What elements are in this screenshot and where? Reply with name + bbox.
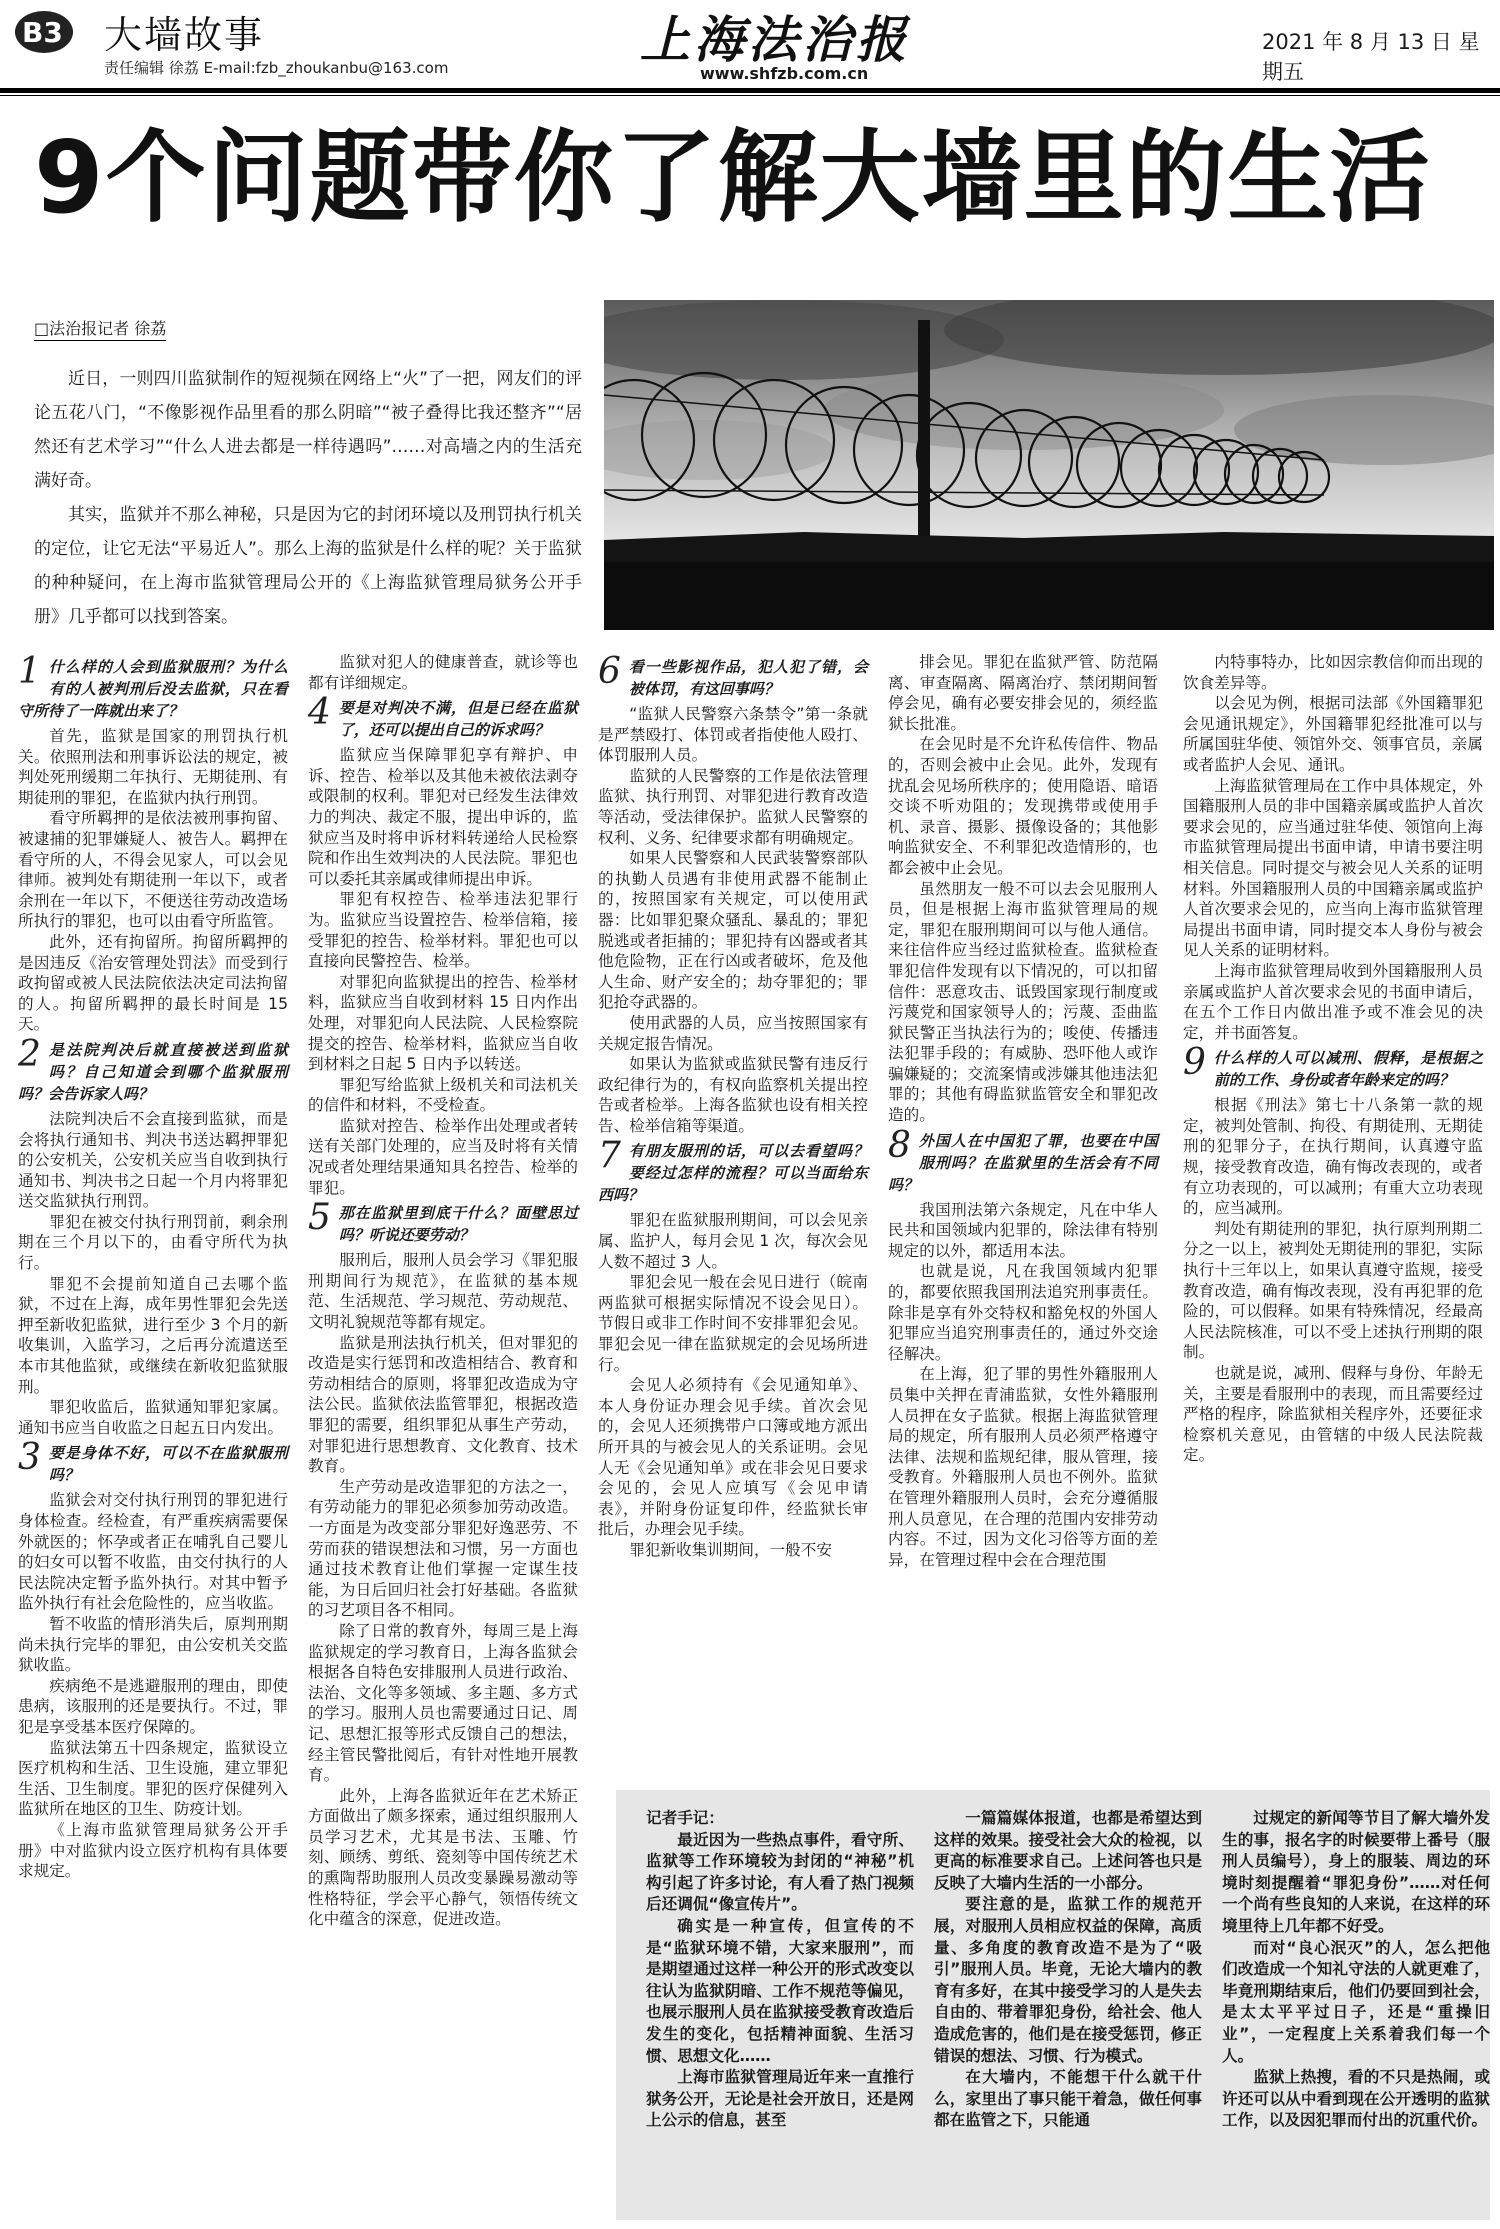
body-paragraph: 使用武器的人员，应当按照国家有关规定报告情况。 <box>598 1013 868 1053</box>
reporter-note-label: 记者手记： <box>646 1809 724 1827</box>
question-number: 4 <box>308 692 331 734</box>
note-paragraph: 上海市监狱管理局近年来一直推行狱务公开，无论是社会开放日，还是网上公示的信息，甚至 <box>646 2068 914 2130</box>
body-paragraph: 上海监狱管理局在工作中具体规定，外国籍服刑人员的非中国籍亲属或监护人首次要求会见的，应当通过驻华使、领馆向上海市监狱管理局提出书面申请，申请书要注明相关信息。同时提交与被会见人关系的证明材料。外国籍服刑人员的中国籍亲属或监护人首次要求会见的，应当向上海市监狱管理局提出书面申请，同时提交本人身份与被会见人关系的证明材料。 <box>1183 776 1483 960</box>
body-paragraph: 监狱对控告、检举作出处理或者转送有关部门处理的，应当及时将有关情况或者处理结果通知具名控告、检举的罪犯。 <box>308 1116 578 1197</box>
body-paragraph: 此外，还有拘留所。拘留所羁押的是因违反《治安管理处罚法》而受到行政拘留或被人民法院依法决定司法拘留的人。拘留所羁押的最长时间是 15 天。 <box>18 932 288 1034</box>
body-paragraph: 罪犯不会提前知道自己去哪个监狱，不过在上海，成年男性罪犯会先送押至新收犯监狱，进行至少 3 个月的新收集训，入监学习，之后再分流遣送至本市其他监狱，或继续在新收犯监狱服刑。 <box>18 1274 288 1396</box>
question-text: 那在监狱里到底干什么？面壁思过吗？听说还要劳动？ <box>338 1204 578 1245</box>
body-paragraph: 判处有期徒刑的罪犯，执行原判刑期二分之一以上，被判处无期徒刑的罪犯，实际执行十三年以上，如果认真遵守监规，接受教育改造，确有悔改表现，没有再犯罪的危险的，可以假释。如果有特殊情况，经最高人民法院核准，可以不受上述执行刑期的限制。 <box>1183 1219 1483 1362</box>
question-number: 7 <box>598 1135 621 1177</box>
barbed-wire-photo <box>604 300 1494 630</box>
question-text: 看一些影视作品，犯人犯了错，会被体罚，有这回事吗？ <box>628 658 868 698</box>
body-paragraph: 监狱的人民警察的工作是依法管理监狱、执行刑罚、对罪犯进行教育改造等活动，受法律保护。监狱人民警察的权利、义务、纪律要求都有明确规定。 <box>598 766 868 847</box>
article-column-3 <box>598 652 868 1561</box>
body-paragraph: 疾病绝不是逃避服刑的理由，即使患病，该服刑的还是要执行。不过，罪犯是享受基本医疗保障的。 <box>18 1676 288 1736</box>
issue-date: 2021 年 8 月 13 日 星期五 <box>1262 30 1480 84</box>
body-paragraph: 在会见时是不允许私传信件、物品的，否则会被中止会见。此外，发现有扰乱会见场所秩序的；使用隐语、暗语交谈不听劝阻的；发现携带或使用手机、录音、摄影、摄像设备的；其他影响监狱安全、不利罪犯改造情形的，也都会被中止会见。 <box>888 735 1158 877</box>
reporter-note-column-3 <box>1222 1808 1490 2132</box>
article-column-5 <box>1183 652 1483 1466</box>
note-paragraph: 最近因为一些热点事件，看守所、监狱等工作环境较为封闭的“神秘”机构引起了许多讨论，有人看了热门视频后还调侃“像宣传片”。 <box>646 1830 914 1914</box>
body-paragraph: 罪犯在监狱服刑期间，可以会见亲属、监护人，每月会见 1 次，每次会见人数不超过 3 人。 <box>598 1211 868 1271</box>
question-text: 有朋友服刑的话，可以去看望吗？要经过怎样的流程？可以当面给东西吗？ <box>598 1142 868 1205</box>
note-paragraph: 确实是一种宣传，但宣传的不是“监狱环境不错，大家来服刑”，而是期望通过这样一种公开的形式改变以往认为监狱阴暗、工作不规范等偏见，也展示服刑人员在监狱接受教育改造后发生的变化，包括精神面貌、生活习惯、思想文化…… <box>646 1916 914 2065</box>
question-number: 8 <box>888 1124 911 1166</box>
body-paragraph: 罪犯会见一般在会见日进行（皖南两监狱可根据实际情况不设会见日）。节假日或非工作时间不安排罪犯会见。罪犯会见一律在监狱规定的会见场所进行。 <box>598 1273 868 1374</box>
body-paragraph: 根据《刑法》第七十八条第一款的规定，被判处管制、拘役、有期徒刑、无期徒刑的犯罪分子，在执行期间，认真遵守监规，接受教育改造，确有悔改表现的，或者有立功表现的，可以减刑；有重大立功表现的，应当减刑。 <box>1183 1096 1483 1218</box>
body-paragraph: 监狱法第五十四条规定，监狱设立医疗机构和生活、卫生设施，建立罪犯生活、卫生制度。罪犯的医疗保健列入监狱所在地区的卫生、防疫计划。 <box>18 1738 288 1819</box>
body-paragraph: 法院判决后不会直接到监狱，而是会将执行通知书、判决书送达羁押罪犯的公安机关，公安机关应当自收到执行通知书、判决书之日起一个月内将罪犯送交监狱执行刑罚。 <box>18 1109 288 1211</box>
body-paragraph: 罪犯收监后，监狱通知罪犯家属。通知书应当自收监之日起五日内发出。 <box>18 1398 288 1437</box>
note-paragraph: 监狱上热搜，看的不只是热闹，或许还可以从中看到现在公开透明的监狱工作，以及因犯罪而付出的沉重代价。 <box>1222 2068 1490 2130</box>
question-heading <box>598 1135 868 1206</box>
body-paragraph: 《上海市监狱管理局狱务公开手册》中对监狱内设立医疗机构有具体要求规定。 <box>18 1820 288 1881</box>
question-number: 6 <box>598 651 621 692</box>
reporter-note-column-2 <box>934 1808 1202 2132</box>
body-paragraph: 会见人必须持有《会见通知单》、本人身份证办理会见手续。首次会见的，会见人还须携带户口簿或地方派出所开具的与被会见人的关系证明。会见人无《会见通知单》或在非会见日要求会见的，会见人应填写《会见申请表》，并附身份证复印件，经监狱长审批后，办理会见手续。 <box>598 1376 868 1539</box>
article-column-1 <box>18 652 288 1882</box>
section-badge <box>14 8 76 54</box>
site-url: www.shfzb.com.cn <box>700 64 869 83</box>
question-heading <box>308 692 578 741</box>
question-number: 2 <box>18 1033 41 1075</box>
body-paragraph: 监狱应当保障罪犯享有辩护、申诉、控告、检举以及其他未被依法剥夺或限制的权利。罪犯对已经发生法律效力的判决、裁定不服，提出申诉的，监狱应当及时将申诉材料转递给人民检察院和作出生效判决的人民法院。罪犯也可以委托其亲属或律师提出申诉。 <box>308 746 578 888</box>
body-paragraph: 上海市监狱管理局收到外国籍服刑人员亲属或监护人首次要求会见的书面申请后，在五个工作日内做出准予或不准会见的决定，并书面答复。 <box>1183 961 1483 1042</box>
note-paragraph: 要注意的是，监狱工作的规范开展，对服刑人员相应权益的保障，高质量、多角度的教育改造不是为了“吸引”服刑人员。毕竟，无论大墙内的教育有多好，在其中接受学习的人是失去自由的、带着罪犯身份，给社会、他人造成危害的，他们是在接受惩罚，修正错误的想法、习惯、行为模式。 <box>934 1895 1202 2065</box>
reporter-note-column-1 <box>646 1808 914 2132</box>
body-paragraph: 监狱对犯人的健康普查，就诊等也都有详细规定。 <box>308 653 578 692</box>
body-paragraph: 此外，上海各监狱近年在艺术矫正方面做出了颇多探索，通过组织服刑人员学习艺术，尤其是书法、玉雕、竹刻、顾绣、剪纸、瓷刻等中国传统艺术的熏陶帮助服刑人员改变暴躁易激动等性格特征，学会平心静气，领悟传统文化中蕴含的深意，促进改造。 <box>308 1786 578 1929</box>
editor-line: 责任编辑 徐荔 E-mail:fzb_zhoukanbu@163.com <box>104 59 449 77</box>
note-paragraph: 过规定的新闻等节目了解大墙外发生的事，报名字的时候要带上番号（服刑人员编号），身上的服装、周边的环境时刻提醒着“罪犯身份”……对任何一个尚有些良知的人来说，在这样的环境里待上几年都不好受。 <box>1222 1809 1490 1935</box>
section-title: 大墙故事 <box>104 13 265 57</box>
body-paragraph: 暂不收监的情形消失后，原判刑期尚未执行完毕的罪犯，由公安机关交监狱收监。 <box>18 1614 288 1675</box>
header-rule-thin <box>0 95 1500 96</box>
body-paragraph: 内特事特办，比如因宗教信仰而出现的饮食差异等。 <box>1183 653 1483 692</box>
question-heading <box>598 651 868 700</box>
headline: 9个问题带你了解大墙里的生活 <box>34 119 1432 236</box>
body-paragraph: 如果人民警察和人民武装警察部队的执勤人员遇有非使用武器不能制止的，按照国家有关规定，可以使用武器：比如罪犯聚众骚乱、暴乱的；罪犯脱逃或者拒捕的；罪犯持有凶器或者其他危险物，正在行凶或者破坏，危及他人生命、财产安全的；劫夺罪犯的；罪犯抢夺武器的。 <box>598 849 868 1012</box>
body-paragraph: 也就是说，减刑、假释与身份、年龄无关，主要是看服刑中的表现，而且需要经过严格的程序，除监狱相关程序外，还要征求检察机关意见，由管辖的中级人民法院裁定。 <box>1183 1364 1483 1465</box>
question-heading <box>308 1197 578 1246</box>
article-column-2 <box>308 652 578 1930</box>
section-badge-text: B3 <box>22 16 63 49</box>
note-paragraph: 一篇篇媒体报道，也都是希望达到这样的效果。接受社会大众的检视，以更高的标准要求自己。上述问答也只是反映了大墙内生活的一小部分。 <box>934 1809 1202 1892</box>
body-paragraph: 在上海，犯了罪的男性外籍服刑人员集中关押在青浦监狱，女性外籍服刑人员押在女子监狱。根据上海监狱管理局的规定，所有服刑人员必须严格遵守法律、法规和监规纪律，服从管理，接受教育。外籍服刑人员也不例外。监狱在管理外籍服刑人员时，会充分遵循服刑人员意见，在合理的范围内安排劳动内容。不过，因为文化习俗等方面的差异，在管理过程中会在合理范围 <box>888 1365 1158 1569</box>
question-text: 要是对判决不满，但是已经在监狱了，还可以提出自己的诉求吗？ <box>338 699 578 740</box>
body-paragraph: 虽然朋友一般不可以去会见服刑人员，但是根据上海市监狱管理局的规定，罪犯在服刑期间可以与他人通信。来往信件应当经过监狱检查。监狱检查罪犯信件发现有以下情况的，可以扣留信件：恶意攻击、诋毁国家现行制度或污蔑党和国家领导人的；污蔑、歪曲监狱民警正当执法行为的；唆使、传播违法犯罪手段的；有威胁、恐吓他人或诈骗嫌疑的；交流案情或涉嫌其他违法犯罪的；其他有碍监狱监管安全和罪犯改造的。 <box>888 879 1158 1125</box>
note-paragraph: 在大墙内，不能想干什么就干什么，家里出了事只能干着急，做任何事都在监管之下，只能通 <box>934 2068 1202 2130</box>
body-paragraph: 如果认为监狱或监狱民警有违反行政纪律行为的，有权向监察机关提出控告或者检举。上海各监狱也设有相关控告、检举信箱等渠道。 <box>598 1055 868 1135</box>
body-paragraph: 生产劳动是改造罪犯的方法之一，有劳动能力的罪犯必须参加劳动改造。一方面是为改变部分罪犯好逸恶劳、不劳而获的错误想法和习惯，另一方面也通过技术教育让他们掌握一定谋生技能，为日后回归社会打好基础。各监狱的习艺项目各不相同。 <box>308 1477 578 1620</box>
body-paragraph: 首先，监狱是国家的刑罚执行机关。依照刑法和刑事诉讼法的规定，被判处死刑缓期二年执行、无期徒刑、有期徒刑的罪犯，在监狱内执行刑罚。 <box>18 727 288 807</box>
question-text: 什么样的人会到监狱服刑？为什么有的人被判刑后没去监狱，只在看守所待了一阵就出来了？ <box>18 658 288 720</box>
question-heading <box>888 1124 1158 1196</box>
body-paragraph: 对罪犯向监狱提出的控告、检举材料，监狱应当自收到材料 15 日内作出处理，对罪犯向人民法院、人民检察院提交的控告、检举材料，监狱应当自收到材料之日起 5 日内予以转送。 <box>308 972 578 1074</box>
header-rule <box>0 88 1500 93</box>
article-column-4 <box>888 652 1158 1570</box>
body-paragraph: 除了日常的教育外，每周三是上海监狱规定的学习教育日，上海各监狱会根据各自特色安排服刑人员进行政治、法治、文化等多领域、多主题、多方式的学习。服刑人员也需要通过日记、周记、思想汇报等形式反馈自己的想法，经主管民警批阅后，有针对性地开展教育。 <box>308 1621 578 1785</box>
question-number: 1 <box>18 651 41 692</box>
question-heading <box>18 1033 288 1105</box>
question-text: 是法院判决后就直接被送到监狱吗？自己知道会到哪个监狱服刑吗？会告诉家人吗？ <box>18 1040 288 1103</box>
body-paragraph: 以会见为例，根据司法部《外国籍罪犯会见通讯规定》，外国籍罪犯经批准可以与所属国驻华使、领馆外交、领事官员，亲属或者监护人会见、通讯。 <box>1183 694 1483 774</box>
body-paragraph: 也就是说，凡在我国领域内犯罪的，都要依照我国刑法追究刑事责任。除非是享有外交特权和豁免权的外国人犯罪应当追究刑事责任的，通过外交途径解决。 <box>888 1262 1158 1363</box>
body-paragraph: 看守所羁押的是依法被刑事拘留、被逮捕的犯罪嫌疑人、被告人。羁押在看守所的人，不得会见家人，可以会见律师。被判处有期徒刑一年以下，或者余刑在一年以下，不便送往劳动改造场所执行的罪犯，也可以由看守所监管。 <box>18 809 288 931</box>
body-paragraph: 监狱是刑法执行机关，但对罪犯的改造是实行惩罚和改造相结合、教育和劳动相结合的原则，将罪犯改造成为守法公民。监狱依法监管罪犯，根据改造罪犯的需要，组织罪犯从事生产劳动，对罪犯进行思想教育、文化教育、技术教育。 <box>308 1333 578 1476</box>
lede-paragraph: 其实，监狱并不那么神秘，只是因为它的封闭环境以及刑罚执行机关的定位，让它无法“平易近人”。那么上海的监狱是什么样的呢？关于监狱的种种疑问，在上海市监狱管理局公开的《上海监狱管理局狱务公开手册》几乎都可以找到答案。 <box>34 505 582 627</box>
question-text: 外国人在中国犯了罪，也要在中国服刑吗？在监狱里的生活会有不同吗？ <box>888 1131 1158 1194</box>
lede <box>34 362 582 634</box>
body-paragraph: 排会见。罪犯在监狱严管、防范隔离、审查隔离、隔离治疗、禁闭期间暂停会见，确有必要安排会见的，须经监狱长批准。 <box>888 653 1158 733</box>
newspaper-masthead: 上海法治报 <box>640 10 910 69</box>
lede-paragraph: 近日，一则四川监狱制作的短视频在网络上“火”了一把，网友们的评论五花八门，“不像影视作品里看的那么阴暗”“被子叠得比我还整齐”“居然还有艺术学习”“什么人进去都是一样待遇吗”……对高墙之内的生活充满好奇。 <box>34 369 582 491</box>
body-paragraph: 罪犯在被交付执行刑罚前，剩余刑期在三个月以下的，由看守所代为执行。 <box>18 1212 288 1273</box>
body-paragraph: “监狱人民警察六条禁令”第一条就是严禁殴打、体罚或者指使他人殴打、体罚服刑人员。 <box>598 705 868 765</box>
body-paragraph: 我国刑法第六条规定，凡在中华人民共和国领域内犯罪的，除法律有特别规定的以外，都适用本法。 <box>888 1200 1158 1260</box>
body-paragraph: 罪犯写给监狱上级机关和司法机关的信件和材料，不受检查。 <box>308 1075 578 1115</box>
question-text: 什么样的人可以减刑、假释，是根据之前的工作、身份或者年龄来定的吗？ <box>1213 1049 1483 1090</box>
question-heading <box>18 651 288 722</box>
body-paragraph: 罪犯新收集训期间，一般不安 <box>629 1540 832 1559</box>
byline: □法治报记者 徐荔 <box>34 316 166 341</box>
question-text: 要是身体不好，可以不在监狱服刑吗？ <box>48 1444 288 1485</box>
note-paragraph: 而对“良心泯灭”的人，怎么把他们改造成一个知礼守法的人就更难了，毕竟刑期结束后，他们仍要回到社会，是太太平平过日子，还是“重操旧业”，一定程度上关系着我们每一个人。 <box>1222 1938 1490 2065</box>
question-heading <box>1183 1042 1483 1091</box>
body-paragraph: 服刑后，服刑人员会学习《罪犯服刑期间行为规范》，在监狱的基本规范、生活规范、学习规范、劳动规范、文明礼貌规范等都有规定。 <box>308 1251 578 1332</box>
question-number: 5 <box>308 1197 331 1239</box>
body-paragraph: 罪犯有权控告、检举违法犯罪行为。监狱应当设置控告、检举信箱，接受罪犯的控告、检举材料。罪犯也可以直接向民警控告、检举。 <box>308 890 578 971</box>
question-heading <box>18 1437 288 1486</box>
question-number: 3 <box>18 1437 41 1479</box>
question-number: 9 <box>1183 1042 1206 1084</box>
body-paragraph: 监狱会对交付执行刑罚的罪犯进行身体检查。经检查，有严重疾病需要保外就医的；怀孕或者正在哺乳自己婴儿的妇女可以暂不收监，由交付执行的人民法院决定暂予监外执行。对其中暂予监外执行有社会危险性的，应当收监。 <box>18 1491 288 1613</box>
